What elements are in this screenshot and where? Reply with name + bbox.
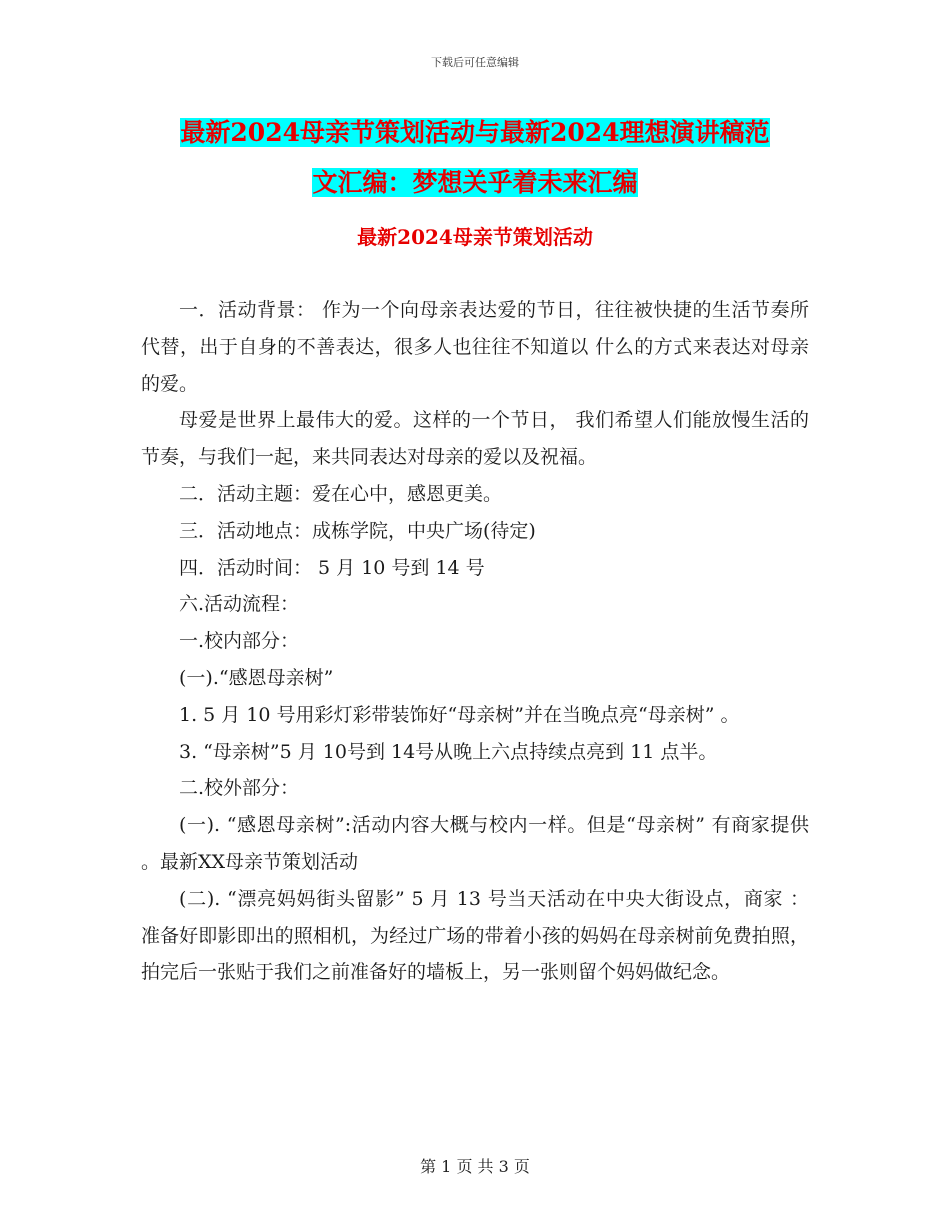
paragraph: 四．活动时间： 5 月 10 号到 14 号 xyxy=(179,556,485,579)
header-note: 下载后可任意编辑 xyxy=(431,56,519,69)
paragraph: 母爱是世界上最伟大的爱。这样的一个节日， 我们希望人们能放慢生活的节奏，与我们一起，来共同表达对母亲的爱以及祝福。 xyxy=(141,409,809,469)
paragraph: 六.活动流程： xyxy=(179,593,300,616)
paragraph: 3. “母亲树”5 月 10号到 14号从晚上六点持续点亮到 11 点半。 xyxy=(179,740,718,763)
paragraph: (一).“感恩母亲树” xyxy=(179,666,334,689)
paragraph: (二). “漂亮妈妈街头留影” 5 月 13 号当天活动在中央大街设点，商家 ： 准备好即影即出的照相机，为经过广场的带着小孩的妈妈在母亲树前免费拍照， 拍完后一张贴于我们之前准备好的墙板上，另一张则留个妈妈做纪念。 xyxy=(141,887,809,984)
document-title-line-1: 最新2024母亲节策划活动与最新2024理想演讲稿范 xyxy=(180,118,770,147)
paragraph: 一.校内部分： xyxy=(179,630,300,653)
section-title: 最新2024母亲节策划活动 xyxy=(357,225,593,249)
document-body xyxy=(141,292,809,991)
document-title-line-2: 文汇编：梦想关乎着未来汇编 xyxy=(312,168,638,197)
paragraph: 一．活动背景： 作为一个向母亲表达爱的节日，往往被快捷的生活节奏所代替，出于自身的不善表达，很多人也往往不知道以 什么的方式来表达对母亲的爱。 xyxy=(141,299,809,395)
paragraph: 1. 5 月 10 号用彩灯彩带装饰好“母亲树”并在当晚点亮“母亲树” 。 xyxy=(179,703,740,726)
paragraph: 二.校外部分： xyxy=(179,777,300,800)
paragraph: (一). “感恩母亲树”:活动内容大概与校内一样。但是“母亲树” 有商家提供 。最新XX母亲节策划活动 xyxy=(141,814,809,873)
page-footer: 第 1 页 共 3 页 xyxy=(420,1157,530,1176)
document-title xyxy=(130,108,820,208)
paragraph: 二．活动主题：爱在心中，感恩更美。 xyxy=(179,482,503,505)
paragraph: 三．活动地点：成栋学院，中央广场(待定) xyxy=(179,519,536,542)
